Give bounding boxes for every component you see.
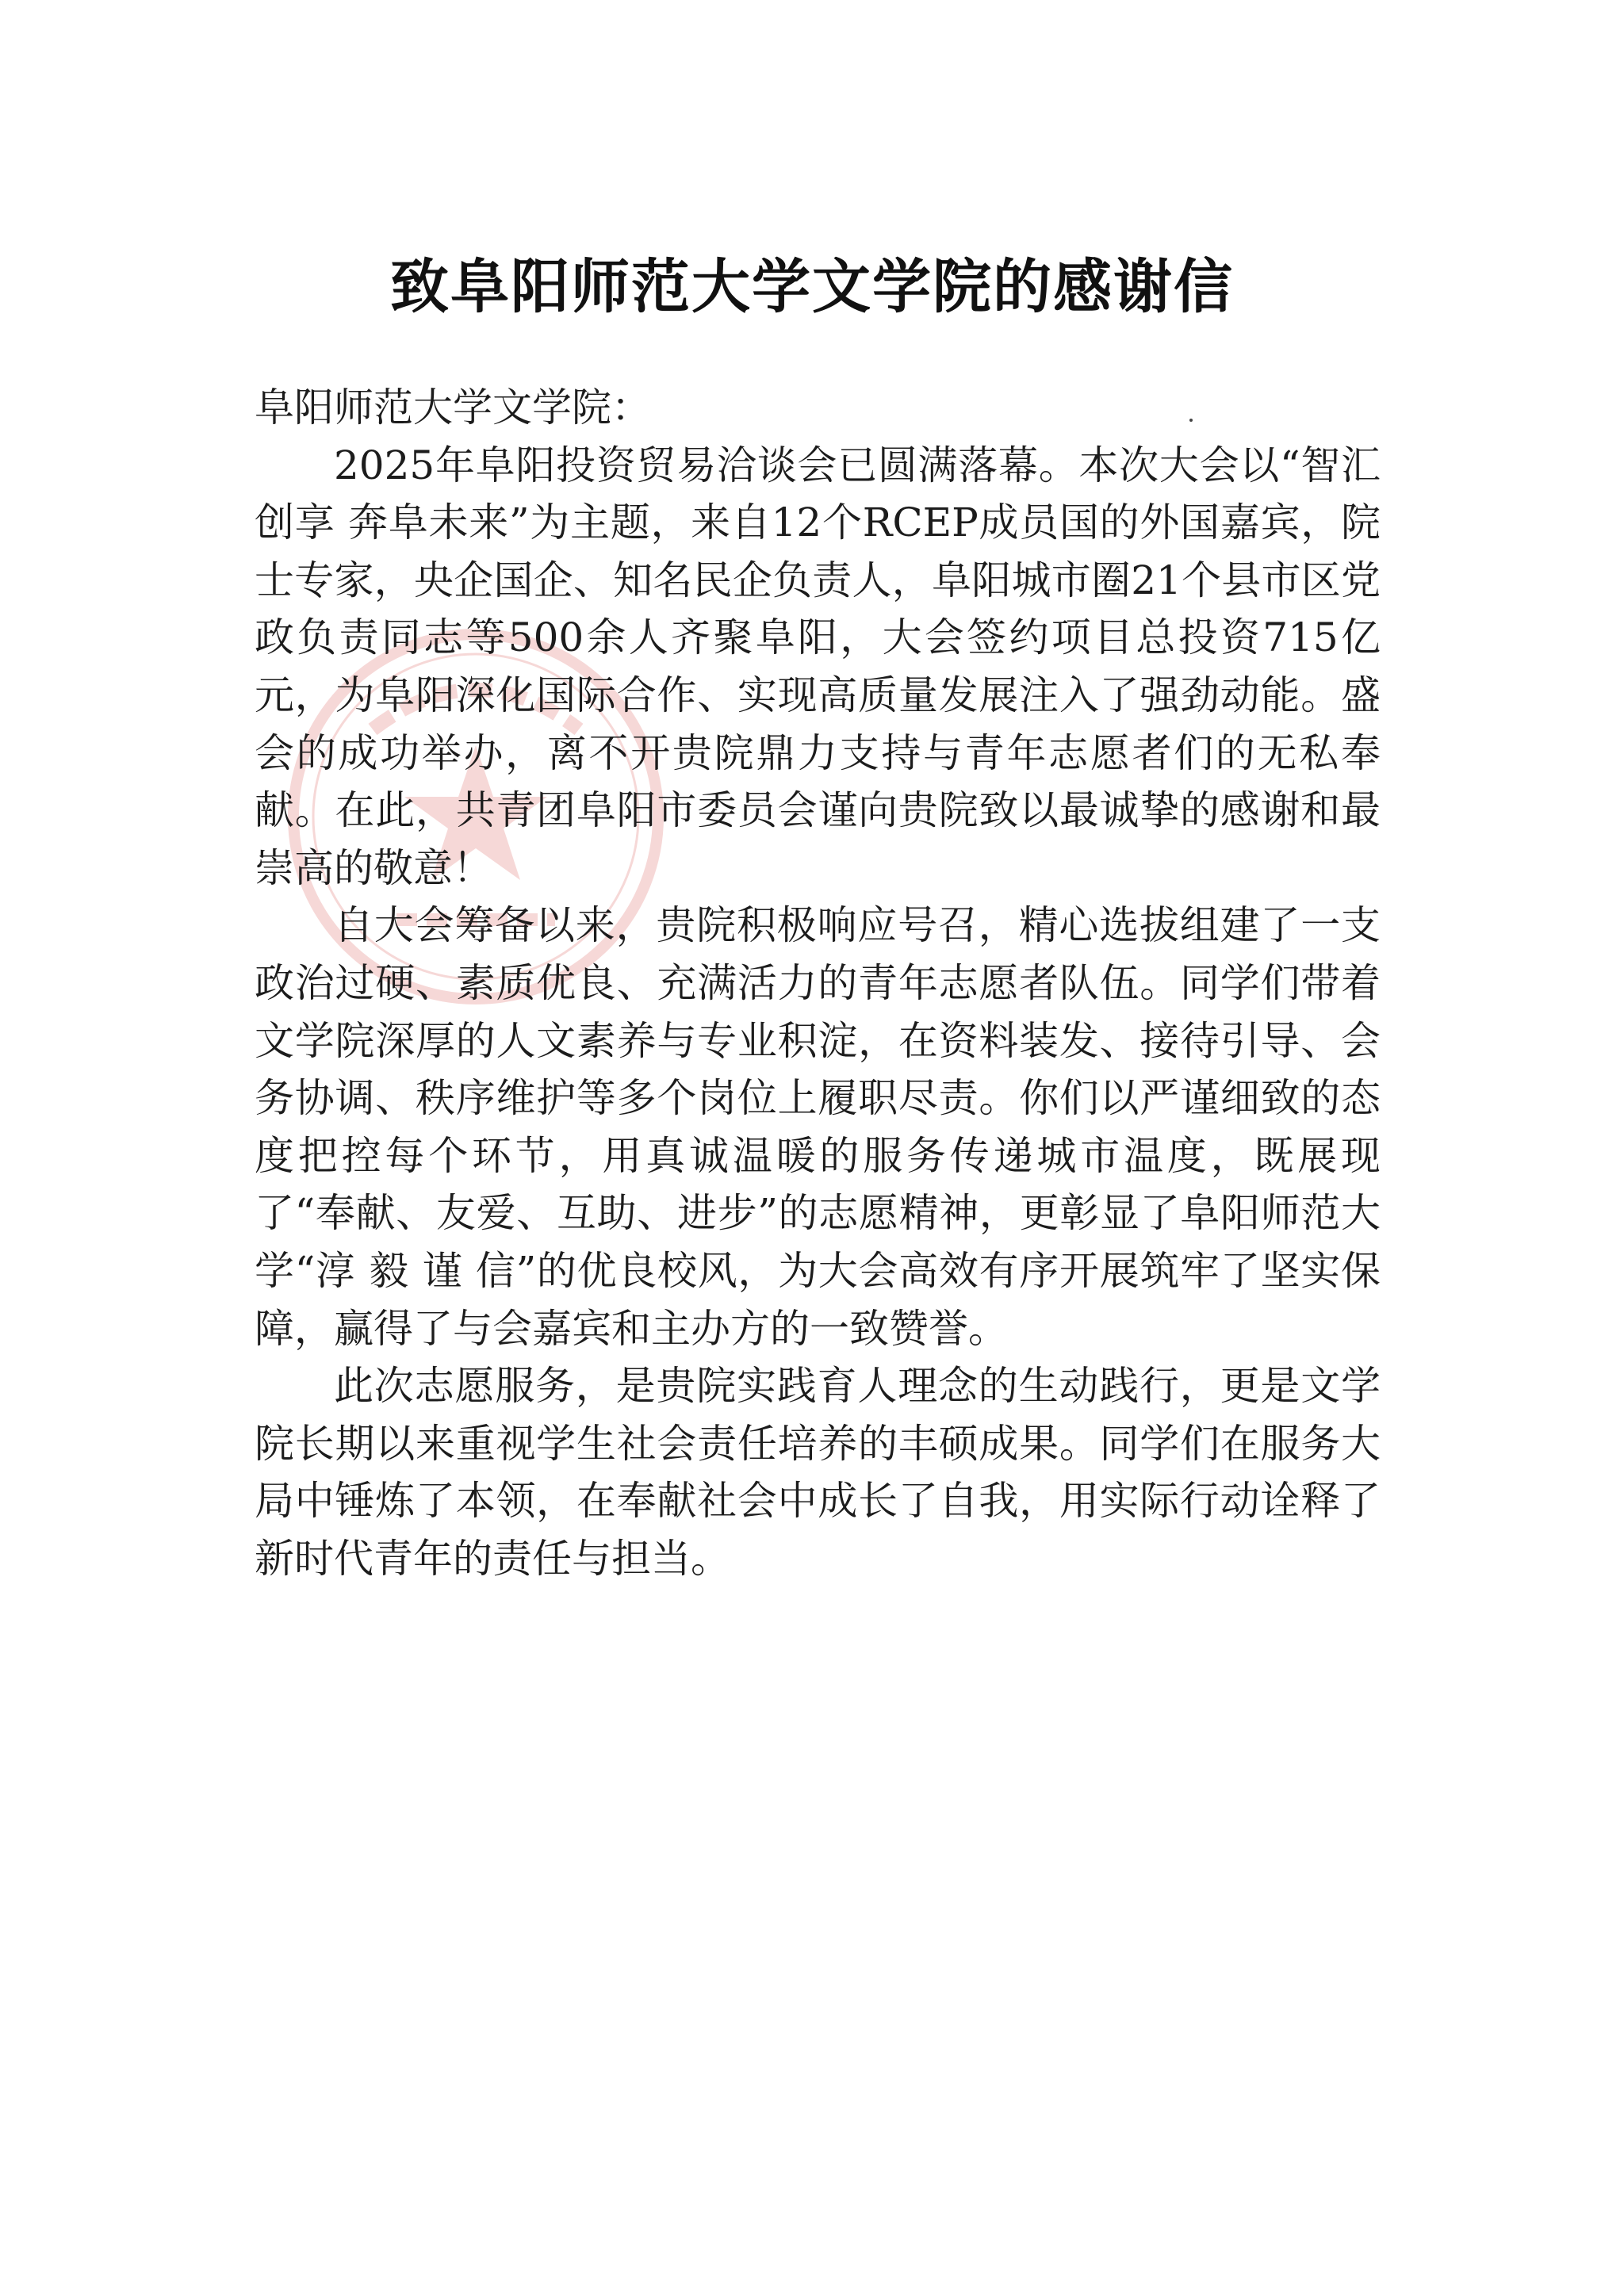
paragraph-3: 此次志愿服务，是贵院实践育人理念的生动践行，更是文学院长期以来重视学生社会责任培养的丰硕成果。同学们在服务大局中锤炼了本领，在奉献社会中成长了自我，用实际行动诠释了新时代青年的责任与担当。	[255, 1363, 1381, 1582]
paragraph-1: 2025年阜阳投资贸易洽谈会已圆满落幕。本次大会以“智汇创享 奔阜未来”为主题，来自12个RCEP成员国的外国嘉宾，院士专家，央企国企、知名民企负责人，阜阳城市圈21个县市区党政负责同志等500余人齐聚阜阳，大会签约项目总投资715亿元，为阜阳深化国际合作、实现高质量发展注入了强劲动能。盛会的成功举办，离不开贵院鼎力支持与青年志愿者们的无私奉献。在此，共青团阜阳市委员会谨向贵院致以最诚挚的感谢和最崇高的敬意！	[255, 442, 1381, 891]
letter-title: 致阜阳师范大学文学院的感谢信	[390, 252, 1234, 321]
salutation: 阜阳师范大学文学院：	[255, 385, 651, 430]
letter-body	[255, 379, 1381, 1587]
paragraph-2: 自大会筹备以来，贵院积极响应号召，精心选拔组建了一支政治过硬、素质优良、充满活力的青年志愿者队伍。同学们带着文学院深厚的人文素养与专业积淀，在资料装发、接待引导、会务协调、秩序维护等多个岗位上履职尽责。你们以严谨细致的态度把控每个环节，用真诚温暖的服务传递城市温度，既展现了“奉献、友爱、互助、进步”的志愿精神，更彰显了阜阳师范大学“淳 毅 谨 信”的优良校风，为大会高效有序开展筑牢了坚实保障，赢得了与会嘉宾和主办方的一致赞誉。	[255, 902, 1381, 1352]
